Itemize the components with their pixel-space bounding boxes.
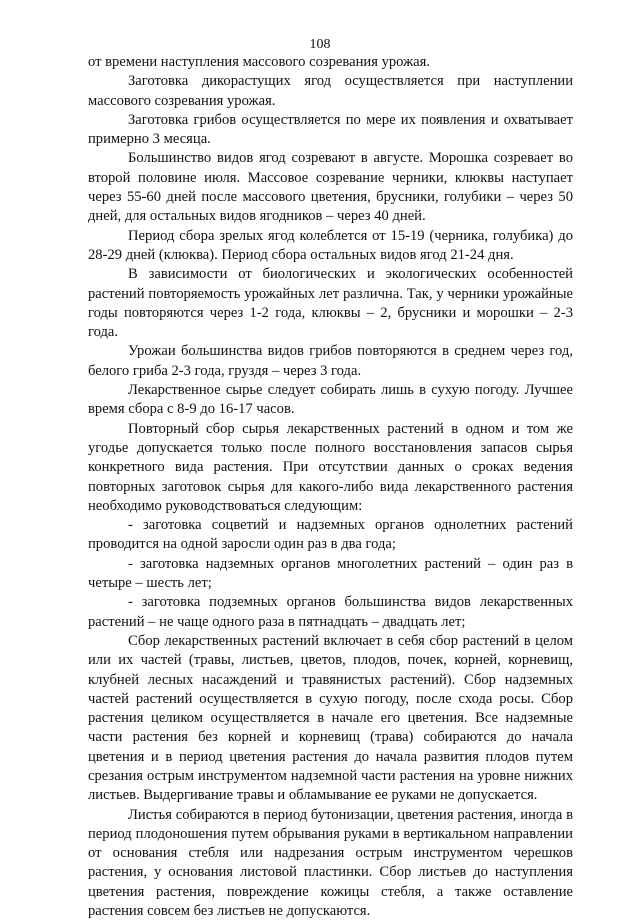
page-number: 108 — [309, 37, 331, 52]
list-item-perennial-aboveground: - заготовка надземных органов многолетних растений – один раз в четыре – шесть лет; — [88, 555, 573, 592]
paragraph-berry-harvest: Заготовка дикорастущих ягод осуществляется при наступлении массового созревания урожая. — [88, 73, 573, 109]
paragraph-mushroom-yields: Урожаи большинства видов грибов повторяются в среднем через год, белого гриба 2-3 года, груздя – через 3 года. — [88, 343, 573, 379]
paragraph-yield-recurrence: В зависимости от биологических и экологических особенностей растений повторяемость урожайных лет различна. Так, у черники урожайные годы повторяются через 1-2 года, клюквы – 2, брусники и морошки – 2-3 года. — [88, 266, 573, 341]
paragraph-continuation: от времени наступления массового созревания урожая. — [88, 54, 431, 70]
paragraph-plant-collection: Сбор лекарственных растений включает в себя сбор растений в целом или их частей (травы, листьев, цветов, плодов, почек, корней, корневищ, клубней лесных насаждений и травянистых растений). Сбор надземных частей растений осуществляется в сухую погоду, после схода росы. Сбор растения целиком осуществляется в начале его цветения. Все надземные части растения без корней и корневищ (трава) собираются до начала цветения и в период цветения растения до начала развития плодов путем срезания острым инструментом надземной части растения на уровне нижних листьев. Выдергивание травы и обламывание ее руками не допускается. — [88, 632, 573, 804]
body-text — [88, 53, 573, 921]
paragraph-berry-ripening: Большинство видов ягод созревают в августе. Морошка созревает во второй половине июля. Массовое созревание черники, клюквы наступает через 55-60 дней после массового цветения, брусники, голубики – через 50 дней, для остальных видов ягодников – через 40 дней. — [88, 150, 573, 225]
list-item-underground-organs: - заготовка подземных органов большинства видов лекарственных растений – не чаще одного раза в пятнадцать – двадцать лет; — [88, 594, 573, 630]
paragraph-repeat-collection: Повторный сбор сырья лекарственных растений в одном и том же угодье допускается только после полного восстановления запасов сырья конкретного вида растения. При отсутствии данных о сроках ведения повторных заготовок сырья для какого-либо вида лекарственного растения необходимо руководствоваться следующим: — [88, 420, 573, 514]
paragraph-leaf-collection: Листья собираются в период бутонизации, цветения растения, иногда в период плодоношения путем обрывания руками в вертикальном направлении от основания стебля или надрезания острым инструментом черешков растения, у основания листовой пластинки. Сбор листьев до наступления цветения растения, повреждение кожицы стебля, а также оставление растения совсем без листьев не допускаются. — [88, 806, 573, 920]
list-item-inflorescences: - заготовка соцветий и надземных органов однолетних растений проводится на одной заросли один раз в два года; — [88, 517, 573, 553]
paragraph-harvest-period: Период сбора зрелых ягод колеблется от 15-19 (черника, голубика) до 28-29 дней (клюква). Период сбора остальных видов ягод 21-24 дня. — [88, 227, 573, 263]
paragraph-mushroom-harvest: Заготовка грибов осуществляется по мере их появления и охватывает примерно 3 месяца. — [88, 111, 573, 148]
paragraph-collection-time: Лекарственное сырье следует собирать лишь в сухую погоду. Лучшее время сбора с 8-9 до 16-17 часов. — [88, 382, 573, 418]
